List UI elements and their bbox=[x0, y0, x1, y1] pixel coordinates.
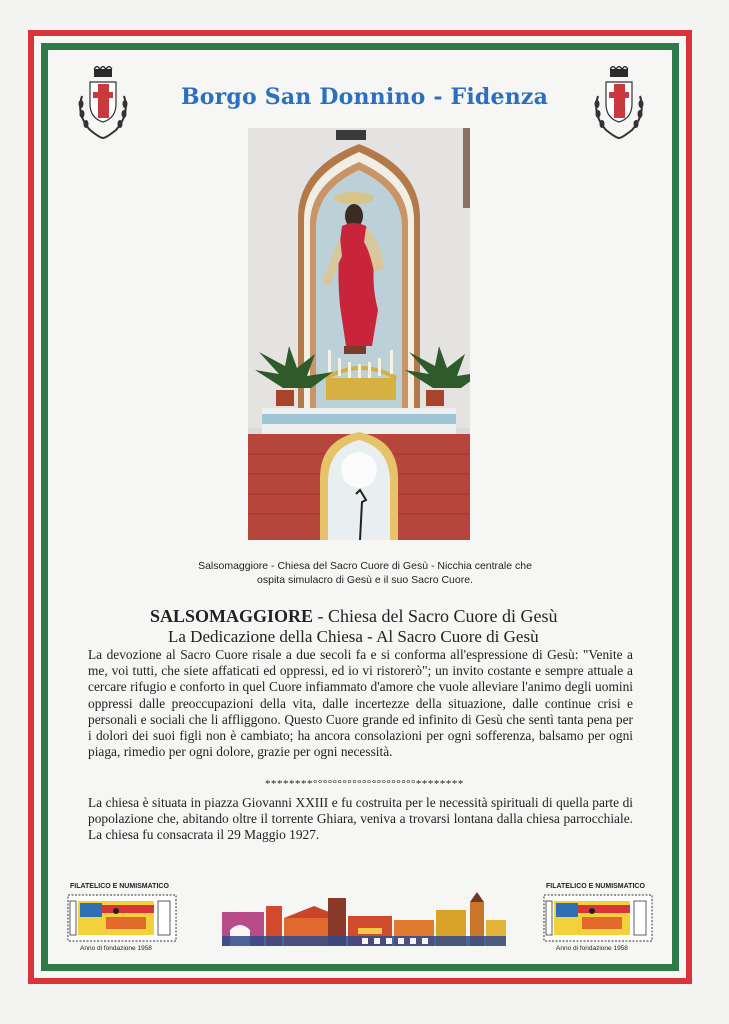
photo-caption bbox=[150, 559, 580, 587]
church-niche-photo bbox=[248, 128, 470, 540]
stamp-badge bbox=[64, 883, 184, 955]
separator: ********°°°°°°°°°°°°°°°°°°°°°******** bbox=[265, 778, 464, 790]
stamp-icon bbox=[542, 893, 654, 943]
stamp-heading: FILATELICO E NUMISMATICO bbox=[70, 883, 169, 890]
caption-line: Salsomaggiore - Chiesa del Sacro Cuore di Gesù - Nicchia centrale che bbox=[198, 560, 532, 572]
article-subheading: La Dedicazione della Chiesa - Al Sacro Cuore di Gesù bbox=[168, 627, 539, 646]
stamp-badge bbox=[540, 883, 660, 955]
article-paragraph: La devozione al Sacro Cuore risale a due secoli fa e si conforma all'espressione di Gesù: "Venite a me, voi tutti, che siete affaticati ed oppressi, ed io vi ristorerò"; un invito costante e sempre attuale a cercare rifugio e conforto in quel Cuore infiammato d'amore che vuole alleviare l'animo degli uomini oppressi dalle preoccupazioni della vita, dalle incertezze della situazione, dalle continue crisi e personali e sociali che li affliggono. Questo Cuore grande ed infinito di Gesù che sentì tanta pena per i dolori dei suoi figli non è cambiato; ha ancora consolazioni per ogni sofferenza, balsamo per ogni piaga, rimedio per ogni dolore, grazie per ogni necessità. bbox=[88, 647, 633, 760]
page-title: Borgo San Donnino - Fidenza bbox=[180, 84, 549, 110]
heading-place: SALSOMAGGIORE bbox=[150, 606, 314, 626]
caption-line: ospita simulacro di Gesù e il suo Sacro Cuore. bbox=[257, 574, 473, 586]
stamp-foundation: Anno di fondazione 1958 bbox=[80, 945, 152, 952]
article-heading bbox=[150, 606, 557, 627]
heading-rest: - Chiesa del Sacro Cuore di Gesù bbox=[313, 606, 558, 626]
skyline-icon bbox=[222, 890, 506, 948]
stamp-icon bbox=[66, 893, 178, 943]
stamp-heading: FILATELICO E NUMISMATICO bbox=[546, 883, 645, 890]
stamp-foundation: Anno di fondazione 1958 bbox=[556, 945, 628, 952]
article-paragraph: La chiesa è situata in piazza Giovanni XXIII e fu costruita per le necessità spirituali di quella parte di popolazione che, abitando oltre il torrente Ghiara, veniva a trovarsi lontana dalla chiesa parrocchiale. La chiesa fu consacrata il 29 Maggio 1927. bbox=[88, 795, 633, 843]
